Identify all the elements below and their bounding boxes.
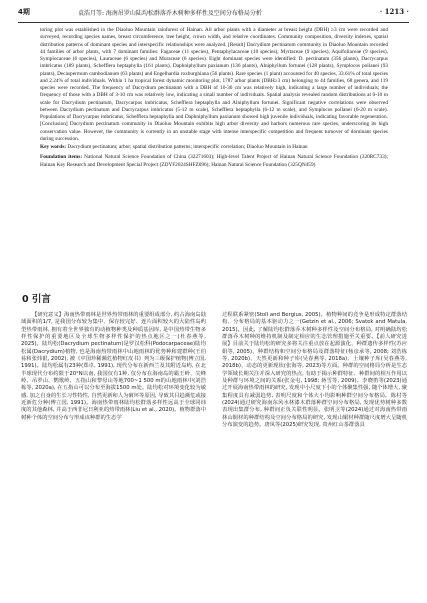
body-paragraph: 【研究意义】海南热带雨林是世界热带雨林的重要组成部分, 约占海南岛陆域面积的1/7, 是我国分布较为集中、保存较完好、连片面积较大的大陆性岛屿型热带雨林, 拥有着全世界独有的动植物种类及种质基因库, 是中国热带生物多样性保护的重要地区及全球生物多样性保护的热点地区之一(杜春燕等, 2025)。陆均松(Dacrydium pectinatum)是罗汉松科(Podocarpaceae)陆均松属(Dacrydium)植物, 也是海南热带雨林中山地雨林的优势种和建群种(王伯荪和张炜银, 2002), 被《中国珍稀濒危植物红皮书》列为三级保护植物(傅立国, 1991)。陆均松属有23种(郑卓, 1991), 现代分布在新西兰及其附近岛屿, 在北半球现代分布约限于20°N以南, 我国仅有1种, 仅分布在海南岛的霸王岭、尖峰岭、吊罗山、鹦歌岭、五指山和黎母山等地700~1 500 m的山地雨林中(刘浩栋等, 2020a), 在五指山可以分布至海拔1500 m处。陆均松对环境变化较为敏感, 加之自身的生长习性特性, 自然更新和人为破坏等原因, 导致其目趋濒危或接近新危分种(傅立国, 1991)。海南热带雨林陆均松群落多样性远高于全球同纬度的其他森林, 并高于西非尼日利亚的热带雨林(Liu et al., 2020)。植物群落中树种个体的空间分布与形成该种群的生态学 bbox=[21, 312, 206, 421]
issue-number: 4期 bbox=[18, 8, 30, 16]
foundation-label: Foundation items: bbox=[40, 154, 83, 161]
page-number: · 1213 · bbox=[379, 7, 409, 16]
section-heading: 0 引言 bbox=[22, 294, 51, 305]
keywords-label: Key words: bbox=[40, 144, 67, 150]
right-column bbox=[222, 312, 407, 430]
english-abstract bbox=[40, 27, 388, 169]
keywords-line bbox=[40, 144, 388, 151]
header-rule bbox=[18, 22, 409, 23]
left-column bbox=[21, 312, 206, 422]
abstract-paragraph: toring plot was established in the Diaoluo Mountain rainforest of Hainan. All arbor plants with a diameter at breast height (DBH) ≥3 cm were recorded and surveyed, recording species names, breast circumference, tree height, crown width, and relative coordinates. Community composition, diversity indexes, spatial distribution patterns of dominant species and interspecific relationships were analyzed. [Result] Dacrydium pectinatum community in Diaoluo Mountain recorded 44 families of arbor plants, with 7 dominant families: Fagaceae (11 species), Pentaphylacaceae (10 species), Myrtaceae (9 species), Aquifoliaceae (9 species), Symplocaceae (6 species), Lauraceae (6 species) and Moraceae (6 species). Eight dominant species were identified: D. pectinatum (356 plants), Dacrycarpus imbricatus (189 plants), Schefflera heptaphylla (161 plants), Daphniphyllum paxianum (136 plants), Alniphyllum fortunei (128 plants), Symplocos poilanei (93 plants), Decaspermum cambodianum (63 plants) and Engelhardia roxburghiana (56 plants). Rare species (1 plant) accounted for 40 species, 33.61% of total species and 2.24% of total individuals. Within 1 ha tropical forest dynamic monitoring plot, 1787 arbor plants (DBH≥3 cm) belonging to 44 families, 68 genera, and 119 species were recorded. The frequency of Dacrydium pectinatum with a DBH of 10-30 cm was relatively high, indicating a large number of individuals; the frequency of those with a DBH of 3-10 cm was relatively low, indicating a small number of individuals. Spatial analysis revealed random distributions at 0-10 m scale for Dacrydium pectinatum, Dacrycarpus imbricatus, Schefflera heptaphylla and Alniphyllum fortunei. Significant negative correlations were observed between Dacrydium pectinatum and Dacrycarpus imbricatus (5-12 m scale), Schefflera heptaphylla (6-12 m scale), and Symplocos poilanei (6-20 m scale). Populations of Dacrycarpus imbricatus, Schefflera heptaphylla and Daphniphyllum paxianum showed high juvenile individuals, indicating favorable regeneration. [Conclusion] Dacrydium pectinatum community in Diaoluo Mountain exhibits high arbor diversity and harbors numerous rare species, underscoring its high conservation value. However, the community is currently in an unstable stage with intense interspecific competition and frequent turnover of dominant species during succession. bbox=[40, 27, 388, 142]
foundation-line bbox=[40, 154, 388, 169]
running-title: 袁浩月等: 海南吊罗山陆均松群落乔木树种多样性及空间分布格局分析 bbox=[78, 10, 262, 17]
page-header bbox=[18, 7, 409, 21]
foundation-text: National Natural Science Foundation of China (32271603); High-level Talent Project of Hainan Natural Science Foundation (320RC733); Hainan Key Research and Development Special Project (ZDYF2024SHFZ096); Hainan Natural Science Foundation (325QN459) bbox=[40, 154, 388, 168]
keywords-text: Dacrydium pectinatum; arbor; spatial distribution patterns; interspecific correlation; Diaoluo Mountain in Hainan bbox=[67, 144, 308, 150]
body-paragraph: 过程联系紧密(Stoll and Bergius, 2005)。植物种间的竞争是形成特定群落结构、分布格局的基本驱动力之一(Getzin et al., 2006; Svatek and Matula, 2015)。因此, 了解陆均松群落乔木树种多样性及空间分布格局, 对明确陆均松群落乔木树种的维持机制及制定相应的生态管理措施至关重要。【前人研究进展】目前关于陆均松的研究多将关注重点放在起源演化、种群遗传多样性(苏应娟等, 2005)、种群结构和空间分布格局及群落特征(杨彦承等, 2008; 刘浩栋等, 2020b)、天然更新和种子库(吴春燕等, 2018a)、土壤种子库(吴春燕等, 2018b)、动态的更新现状(张海等, 2023)等方面。种群的空间格局分析是生态学领域长期关注并深入研究的热点, 有助于揭示种群特征、种群间的相互作用以及种群与环境之间的关系(张金屯, 1998; 蒋雪等, 2009)。李晓笛等(2023)通过开展海南热带雨林的研究, 发现中小尺度下小的个体聚集性强, 随个体增大, 聚集程度具有减弱趋势, 表明尺度和个体大小均影响种群空间分布格局。陈村等(2024)通过研究海南东风水林漆木群落种群空间分布格局, 发现优势树种多数表现出集群分布, 种群间正负关联性明显。张明卫等(2024)通过对海南热带雨林山铜材的种群结构及空间分布格局的研究, 发现山铜材种群随尺度增大呈随机分布演变的趋势。唐凤等(2025)研究发现, 贵州红山茶群落具 bbox=[222, 312, 407, 429]
